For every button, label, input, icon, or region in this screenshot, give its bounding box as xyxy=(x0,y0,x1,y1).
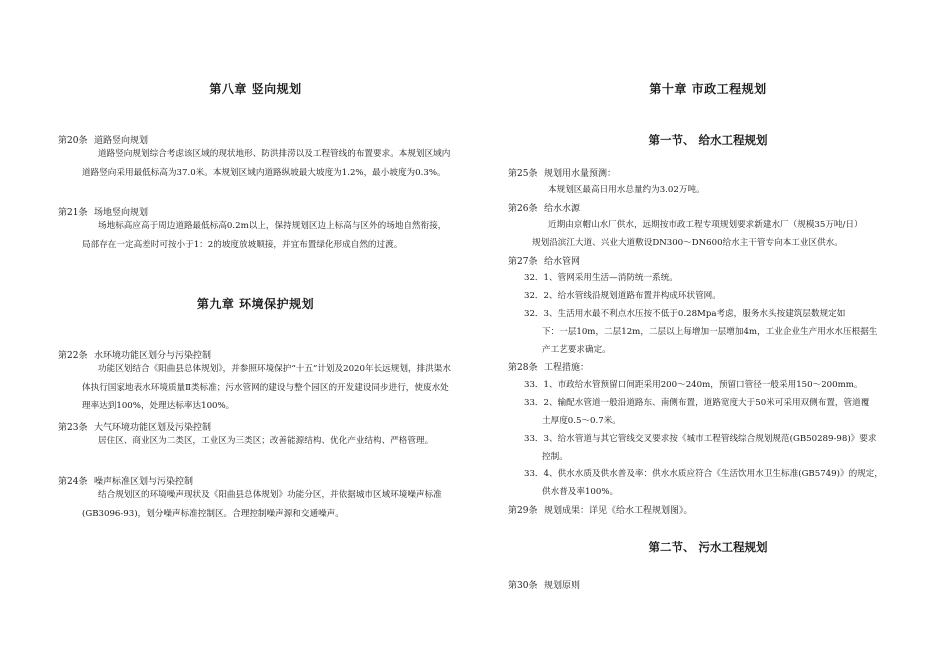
article-number: 第27条 xyxy=(508,257,538,267)
article-24-text: 结合规划区的环境噪声现状及《阳曲县总体规划》功能分区，并依据城市区域环境噪声标准(GB3096-93)，划分噪声标准控制区。合理控制噪声源和交通噪声。 xyxy=(82,490,442,519)
article-25-text: 本规划区最高日用水总量约为3.02万吨。 xyxy=(548,185,705,195)
item-33-1: 33．1、市政给水管预留口间距采用200～240m，预留口管径一般采用150～200mm。 xyxy=(524,380,863,390)
item-32-3-line-2: 下：一层10m，二层12m，二层以上每增加一层增加4m，工业企业生产用水水压根据生 xyxy=(542,327,878,337)
article-25-heading xyxy=(508,166,616,179)
item-33-3-line-2: 控制。 xyxy=(542,452,568,462)
article-title: 水环境功能区划分与污染控制 xyxy=(94,351,212,361)
article-30-heading xyxy=(508,578,580,591)
item-33-4-line-1: 33．4、供水水质及供水普及率：供水水质应符合《生活饮用水卫生标准(GB5749)》的规定， xyxy=(524,469,883,479)
chapter-8-title: 第八章 竖向规划 xyxy=(209,82,302,96)
article-title: 工程措施： xyxy=(544,363,590,373)
article-22-text: 功能区划结合《阳曲县总体规划》，并参照环境保护“十五”计划及2020年长远规划，排洪渠水体执行国家地表水环境质量Ⅱ类标准；污水管网的建设与整个园区的开发建设同步进行，使废水处理率达到100%，处理达标率达100%。 xyxy=(82,364,451,411)
article-number: 第23条 xyxy=(58,423,88,433)
article-number: 第29条 xyxy=(508,506,538,516)
article-title: 规划成果：详见《给水工程规划图》。 xyxy=(544,506,693,516)
article-title: 规划用水量预测： xyxy=(544,169,617,179)
item-33-2-line-2: 土厚度0.5～0.7米。 xyxy=(542,416,621,426)
article-title: 给水水源 xyxy=(544,204,581,214)
article-title: 场地竖向规划 xyxy=(94,208,149,218)
item-32-1: 32．1、管网采用生活—消防统一系统。 xyxy=(524,273,678,283)
article-number: 第20条 xyxy=(58,136,88,146)
article-number: 第28条 xyxy=(508,363,538,373)
article-21-text: 场地标高应高于周边道路最低标高0.2m以上，保持规划区边上标高与区外的场地自然衔接，局部存在一定高差时可按小于1：2的坡度放坡顺接，并宜布置绿化形成自然的过渡。 xyxy=(82,221,447,250)
article-20-text: 道路竖向规划综合考虑该区域的现状地形、防洪排涝以及工程管线的布置要求。本规划区域内道路竖向采用最低标高为37.0米。本规划区域内道路纵坡最大坡度为1.2%，最小坡度为0.3%。 xyxy=(82,149,451,178)
article-number: 第21条 xyxy=(58,208,88,218)
item-33-4-line-2: 供水普及率100%。 xyxy=(542,487,619,497)
article-28-heading xyxy=(508,360,589,373)
article-27-heading xyxy=(508,254,580,267)
article-number: 第26条 xyxy=(508,204,538,214)
article-number: 第25条 xyxy=(508,169,538,179)
article-number: 第30条 xyxy=(508,581,538,591)
article-title: 噪声标准区划与污染控制 xyxy=(94,477,194,487)
article-26-heading xyxy=(508,201,580,214)
article-title: 给水管网 xyxy=(544,257,581,267)
article-26-line-2: 规划沿滨江大道、兴业大道敷设DN300～DN600给水主干管专向本工业区供水。 xyxy=(532,238,843,248)
article-29-heading xyxy=(508,503,693,516)
article-title: 大气环境功能区划及污染控制 xyxy=(94,423,212,433)
section-1-title: 第一节、 给水工程规划 xyxy=(648,133,768,147)
item-33-3-line-1: 33．3、给水管道与其它管线交叉要求按《城市工程管线综合规划规范(GB50289-98)》要求 xyxy=(524,434,877,444)
article-number: 第24条 xyxy=(58,477,88,487)
item-32-3-line-1: 32．3、生活用水最不利点水压按不低于0.28Mpa考虑，服务水头按建筑层数规定如 xyxy=(524,309,846,319)
article-title: 道路竖向规划 xyxy=(94,136,149,146)
item-33-2-line-1: 33．2、输配水管道一般沿道路东、南侧布置，道路宽度大于50米可采用双侧布置，管道覆 xyxy=(524,398,870,408)
article-title: 规划原则 xyxy=(544,581,581,591)
article-number: 第22条 xyxy=(58,351,88,361)
item-32-3-line-3: 产工艺要求确定。 xyxy=(542,345,611,355)
chapter-10-title: 第十章 市政工程规划 xyxy=(649,82,767,96)
article-23-text: 居住区、商业区为二类区，工业区为三类区；改善能源结构、优化产业结构、严格管理。 xyxy=(98,436,434,446)
article-26-line-1: 近期由京帽山水厂供水，远期按市政工程专项规划要求新建水厂（规模35万吨/日） xyxy=(548,220,863,230)
section-2-title: 第二节、 污水工程规划 xyxy=(648,540,768,554)
item-32-2: 32．2、给水管线沿规划道路布置并构成环状管网。 xyxy=(524,291,721,301)
chapter-9-title: 第九章 环境保护规划 xyxy=(196,297,315,311)
